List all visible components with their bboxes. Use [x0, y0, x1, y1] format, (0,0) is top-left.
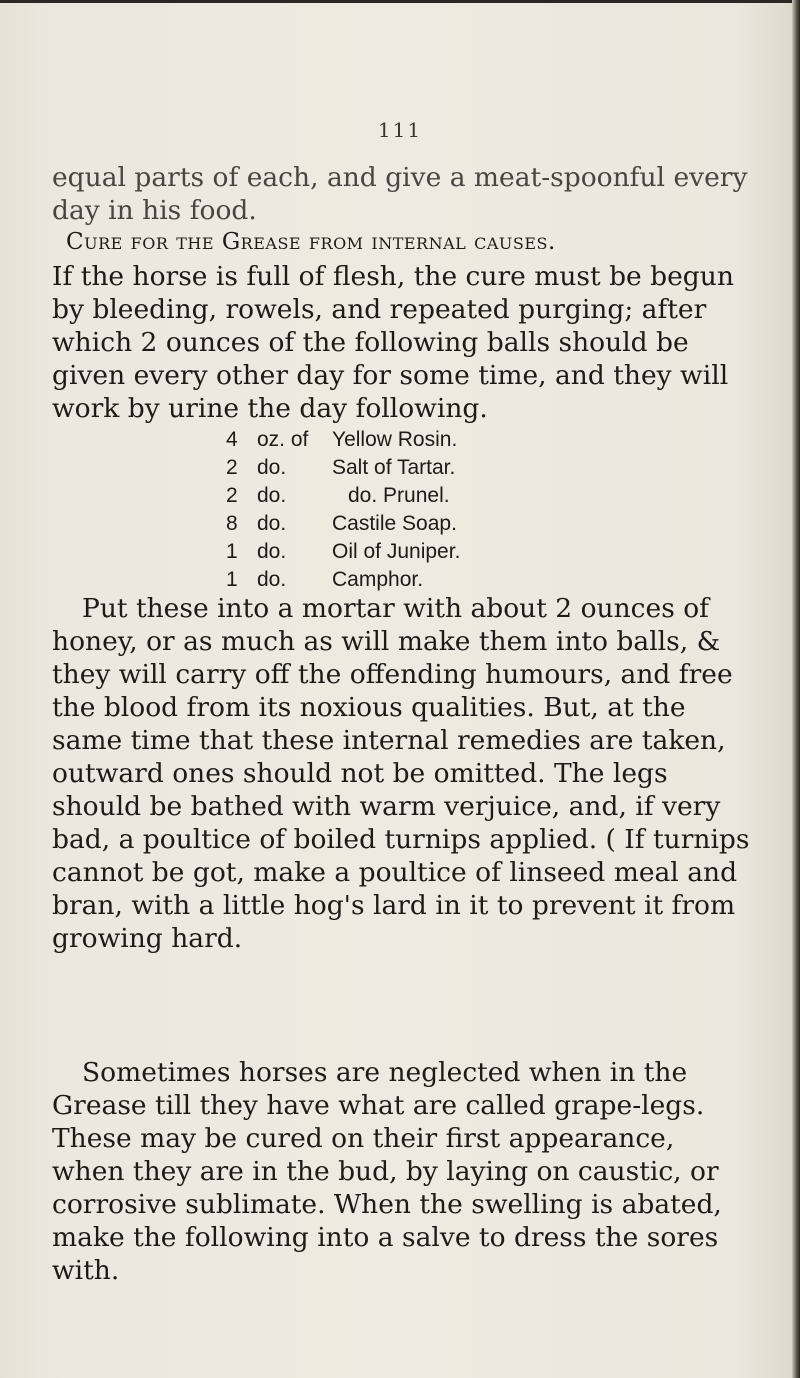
recipe-unit: do.: [257, 540, 287, 563]
recipe-item: [0, 454, 800, 482]
recipe-unit: oz. of: [257, 428, 309, 451]
recipe-ingredient: Castile Soap.: [332, 512, 457, 535]
recipe-unit: do.: [257, 456, 287, 479]
recipe-ingredient: Yellow Rosin.: [332, 428, 458, 451]
recipe-item: [0, 426, 800, 454]
recipe-quantity: 1: [226, 540, 238, 563]
recipe-quantity: 2: [226, 484, 238, 507]
page-binding-shadow: [792, 0, 800, 1378]
recipe-unit: do.: [257, 568, 287, 591]
recipe-ingredient: Oil of Juniper.: [332, 540, 461, 563]
grape-legs-paragraph: Sometimes horses are neglected when in the Grease till they have what are called grape-legs. These may be cured on their first appearance, when they are in the bud, by laying on caustic, or corrosive sublimate. When the swelling is abated, make the following into a salve to dress the sores with.: [52, 1057, 722, 1286]
page-top-edge: [0, 0, 800, 3]
recipe-unit: do.: [257, 512, 287, 535]
recipe-ingredient: Camphor.: [332, 568, 424, 591]
intro-paragraph: If the horse is full of flesh, the cure must be begun by bleeding, rowels, and repeated purging; after which 2 ounces of the following balls should be given every other day for some time, and they will work by urine the day following.: [52, 261, 734, 424]
recipe-quantity: 4: [226, 428, 238, 451]
section-heading: Cure for the Grease from internal causes.: [66, 229, 556, 255]
continuation-paragraph: equal parts of each, and give a meat-spoonful every day in his food.: [52, 162, 748, 226]
recipe-quantity: 2: [226, 456, 238, 479]
page-number: 111: [377, 118, 423, 142]
recipe-ingredient: Salt of Tartar.: [332, 456, 456, 479]
recipe-unit: do.: [257, 484, 287, 507]
recipe-item: [0, 510, 800, 538]
recipe-item: [0, 482, 800, 510]
method-paragraph: Put these into a mortar with about 2 ounces of honey, or as much as will make them into balls, & they will carry off the offending humours, and free the blood from its noxious qualities. But, at the same time that these internal remedies are taken, outward ones should not be omitted. The legs should be bathed with warm verjuice, and, if very bad, a poultice of boiled turnips applied. ( If turnips cannot be got, make a poultice of linseed meal and bran, with a little hog's lard in it to prevent it from growing hard.: [52, 593, 750, 954]
recipe-item: [0, 566, 800, 594]
recipe-quantity: 1: [226, 568, 238, 591]
recipe-ingredient: do. Prunel.: [348, 484, 450, 507]
recipe-item: [0, 538, 800, 566]
recipe-quantity: 8: [226, 512, 238, 535]
